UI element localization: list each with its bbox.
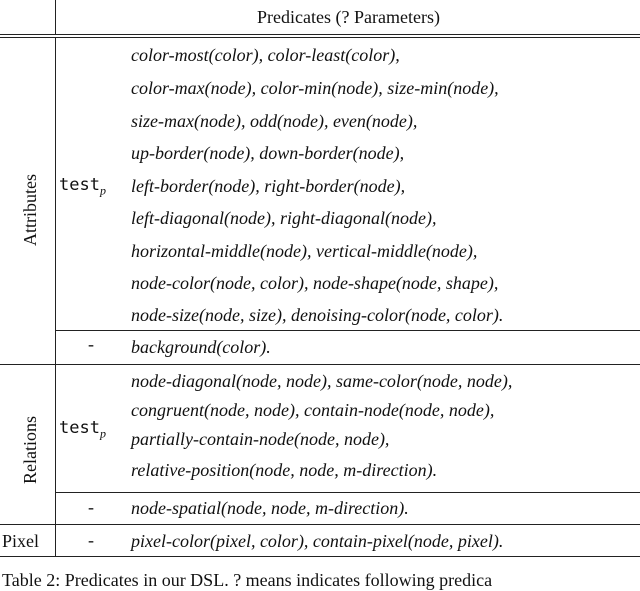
attributes-test-predicate — [59, 175, 106, 198]
group-label-relations: Relations — [20, 416, 40, 484]
attributes-background-predicate: background(color). — [131, 337, 271, 357]
predicate-line: relative-position(node, node, m-direction). — [131, 460, 438, 480]
header-column-divider — [55, 0, 56, 34]
test-subscript: p — [99, 183, 106, 198]
predicate-line: color-max(node), color-min(node), size-min(node), — [131, 78, 499, 98]
table-caption: Table 2: Predicates in our DSL. ? means indicates following predica — [2, 570, 493, 590]
pixel-dash: - — [88, 530, 94, 550]
attributes-inner-rule — [56, 330, 640, 331]
predicate-line: left-diagonal(node), right-diagonal(node), — [131, 208, 437, 228]
predicate-line: left-border(node), right-border(node), — [131, 176, 406, 196]
predicate-line: congruent(node, node), contain-node(node, node), — [131, 400, 495, 420]
predicate-line: color-most(color), color-least(color), — [131, 45, 400, 65]
header-double-rule-bottom — [0, 37, 640, 38]
test-keyword: test — [59, 175, 100, 195]
header-double-rule-top — [0, 34, 640, 35]
test-keyword: test — [59, 418, 100, 438]
attributes-dash: - — [88, 334, 94, 354]
relations-dash: - — [88, 497, 94, 517]
group-column-divider — [55, 38, 56, 556]
relations-node-spatial-predicate: node-spatial(node, node, m-direction). — [131, 498, 409, 518]
predicate-line: horizontal-middle(node), vertical-middle(node), — [131, 241, 478, 261]
relations-pixel-rule — [0, 524, 640, 525]
attributes-relations-rule — [0, 364, 640, 365]
pixel-predicates: pixel-color(pixel, color), contain-pixel(node, pixel). — [131, 531, 504, 551]
table-header-title: Predicates (? Parameters) — [257, 7, 440, 27]
test-subscript: p — [99, 426, 106, 441]
predicate-line: size-max(node), odd(node), even(node), — [131, 111, 418, 131]
predicate-line: node-diagonal(node, node), same-color(node, node), — [131, 371, 513, 391]
predicate-line: node-size(node, size), denoising-color(node, color). — [131, 305, 504, 325]
predicate-line: up-border(node), down-border(node), — [131, 143, 405, 163]
group-label-attributes: Attributes — [20, 174, 40, 246]
table-bottom-rule — [0, 556, 640, 557]
predicate-line: node-color(node, color), node-shape(node, shape), — [131, 273, 499, 293]
relations-test-predicate — [59, 418, 106, 441]
group-label-pixel: Pixel — [2, 531, 40, 551]
predicate-line: partially-contain-node(node, node), — [131, 429, 390, 449]
